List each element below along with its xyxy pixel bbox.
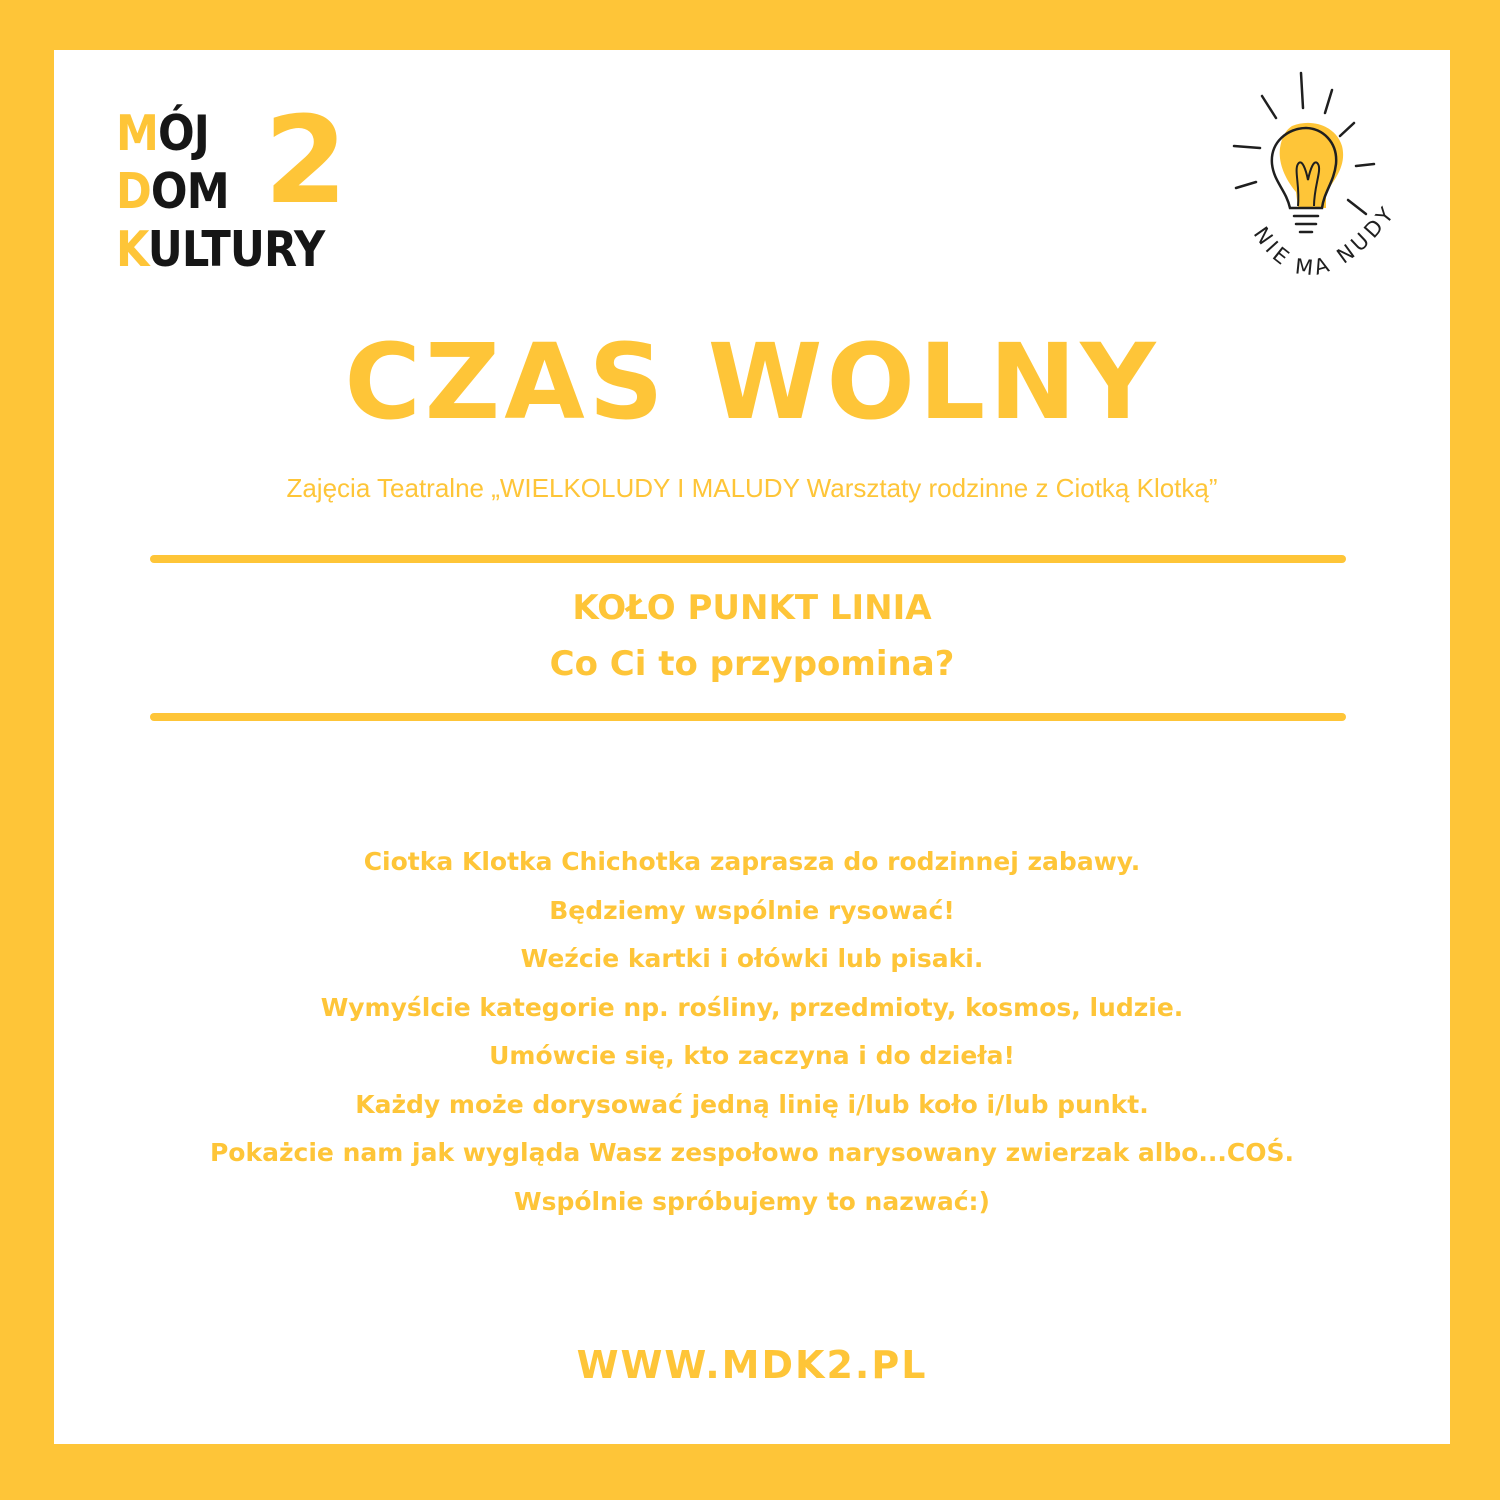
page-title: CZAS WOLNY [344,321,1160,443]
logo-line-moj [116,105,209,162]
description-line: Pokażcie nam jak wygląda Wasz zespołowo narysowany zwierzak albo...COŚ. [209,1138,1295,1167]
description-line: Weźcie kartki i ołówki lub pisaki. [520,944,984,973]
logo-initial-m: M [116,105,159,162]
nie-ma-nudy-badge [1214,68,1414,308]
description-line: Każdy może dorysować jedną linię i/lub koło i/lub punkt. [355,1089,1149,1119]
heading-line-1: KOŁO PUNKT LINIA [572,588,932,628]
logo-number: 2 [264,92,348,231]
subtitle: Zajęcia Teatralne „WIELKOLUDY I MALUDY Warsztaty rodzinne z Ciotką Klotką” [286,473,1218,503]
logo-initial-d: D [116,163,151,220]
divider-top [150,555,1346,563]
description-line: Będziemy wspólnie rysować! [549,895,955,925]
badge-text: NIE MA NUDY [1248,200,1401,281]
logo-rest-om: OM [150,163,229,220]
logo-rest-ultury: ULTURY [147,221,325,278]
logo-line-kultury [116,221,325,278]
heading-line-2: Co Ci to przypomina? [549,644,955,684]
description-line: Ciotka Klotka Chichotka zaprasza do rodzinnej zabawy. [363,847,1141,876]
logo-initial-k: K [116,221,148,278]
description-line: Umówcie się, kto zaczyna i do dzieła! [489,1041,1015,1070]
section-heading [54,580,1450,692]
description [54,838,1450,1226]
description-line: Wspólnie spróbujemy to nazwać:) [514,1186,990,1216]
description-line: Wymyślcie kategorie np. rośliny, przedmioty, kosmos, ludzie. [320,992,1184,1022]
mdk2-logo[interactable] [116,92,356,288]
poster-card [54,50,1450,1444]
website-link[interactable]: WWW.MDK2.PL [576,1343,928,1387]
divider-bottom [150,713,1346,721]
lightbulb-icon [1214,68,1414,308]
logo-line-dom [116,163,229,220]
logo-rest-oj: ÓJ [158,105,209,162]
